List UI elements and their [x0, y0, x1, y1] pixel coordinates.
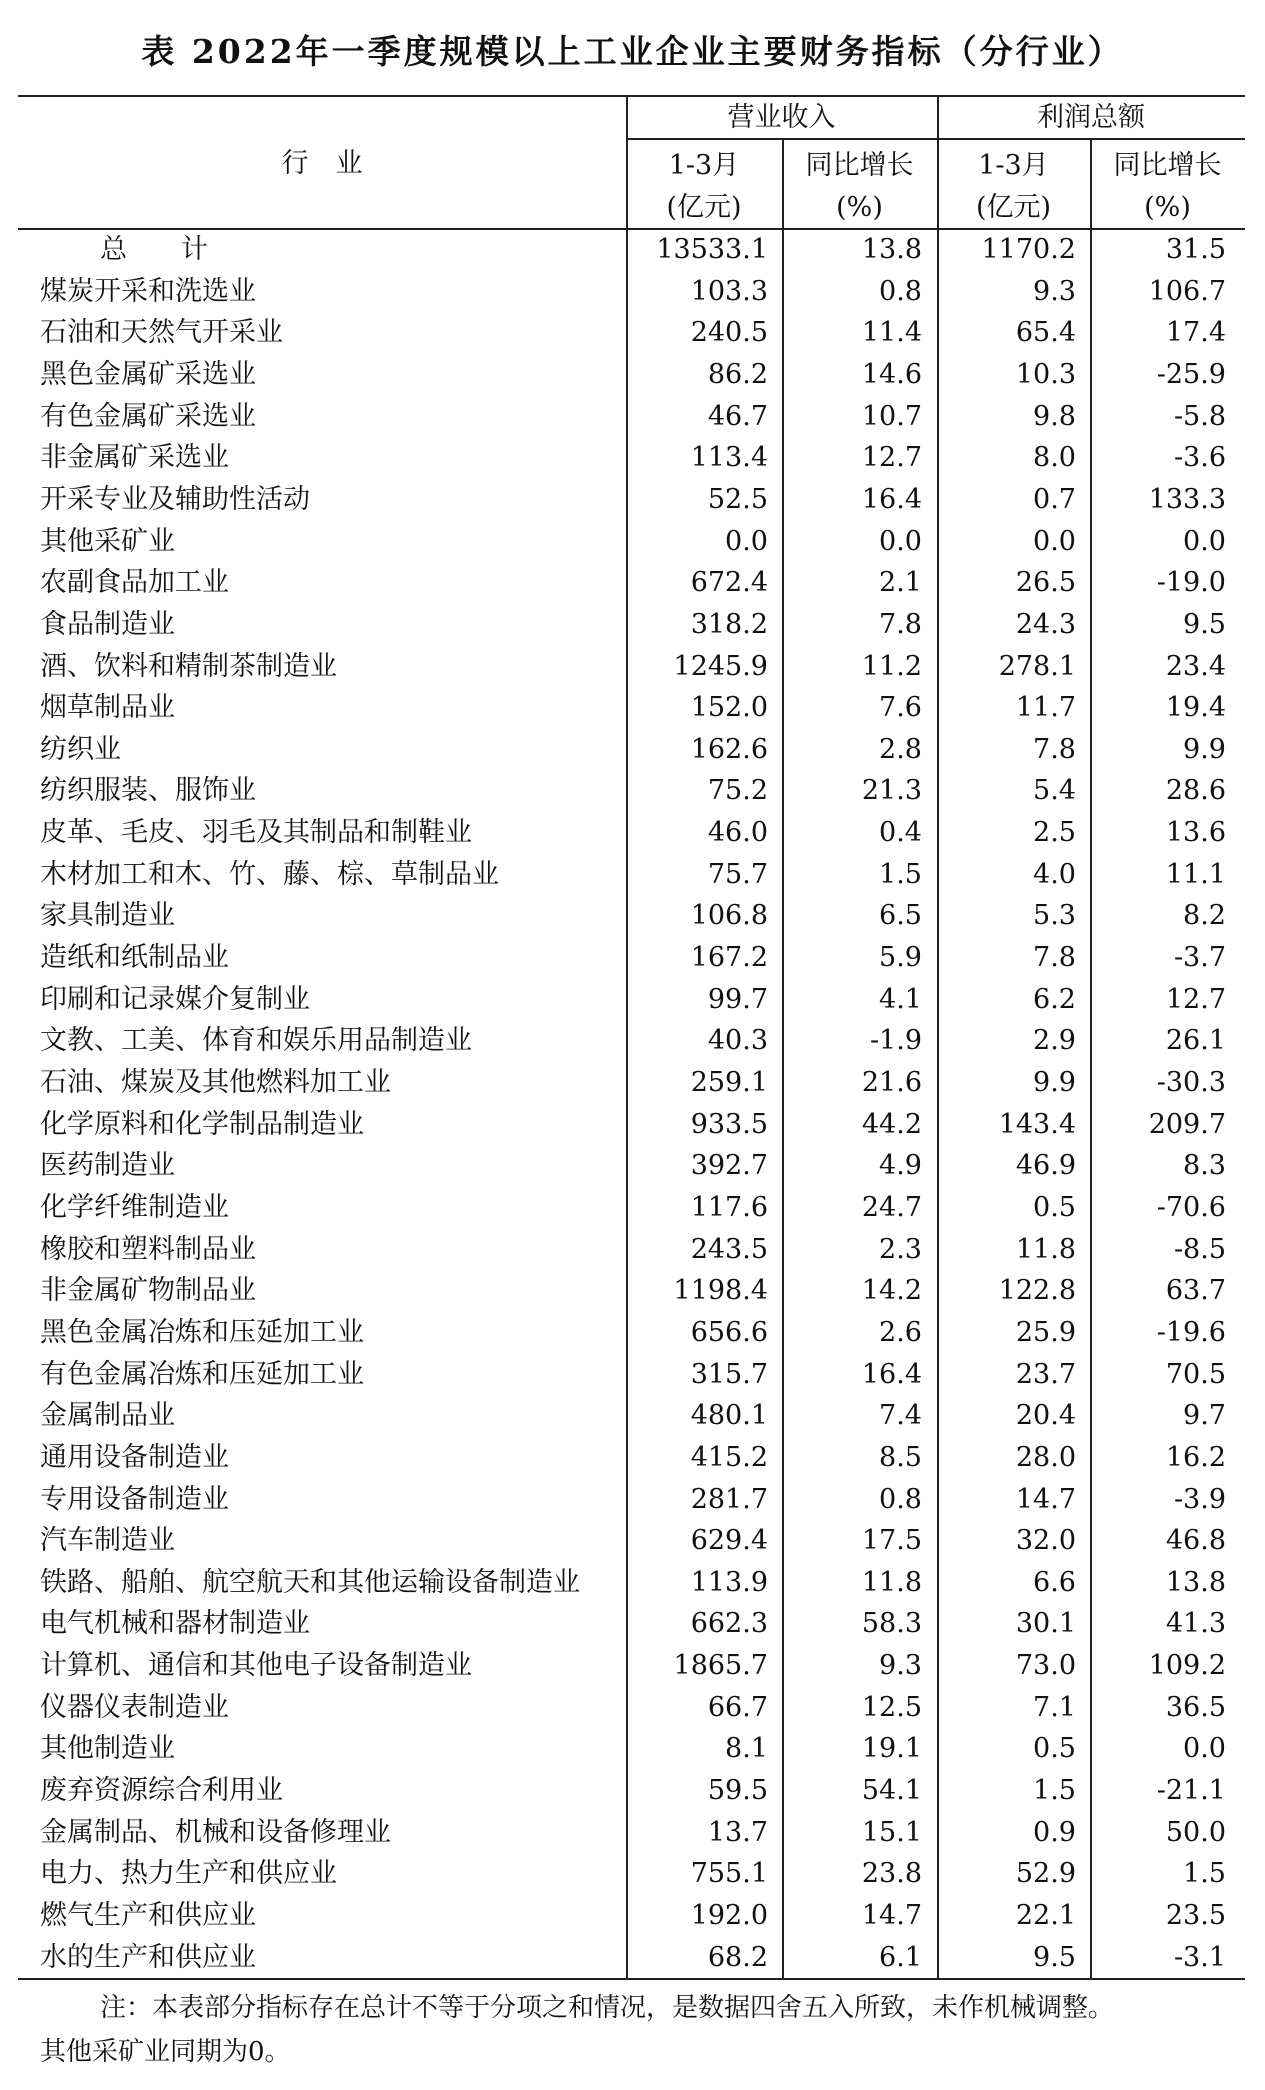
cell-revenue-growth: 12.7: [861, 442, 922, 474]
cell-industry: 废弃资源综合利用业: [40, 1775, 283, 1807]
cell-industry: 化学纤维制造业: [40, 1191, 229, 1223]
header-profit-pct: (%): [1144, 192, 1191, 223]
cell-industry: 其他制造业: [40, 1733, 175, 1765]
cell-profit-growth: 0.0: [1183, 1733, 1226, 1765]
cell-revenue: 86.2: [707, 358, 768, 390]
cell-industry: 文教、工美、体育和娱乐用品制造业: [40, 1025, 472, 1057]
cell-revenue-growth: 23.8: [861, 1858, 922, 1890]
cell-profit-growth: 0.0: [1183, 525, 1226, 557]
cell-profit: 22.1: [1015, 1900, 1076, 1931]
cell-profit-growth: -3.7: [1173, 942, 1226, 974]
cell-revenue-growth: 5.9: [879, 942, 922, 974]
cell-revenue-growth: 44.2: [861, 1108, 922, 1140]
cell-industry: 总 计: [100, 234, 208, 265]
cell-profit: 11.7: [1015, 692, 1076, 724]
cell-profit-growth: 50.0: [1165, 1816, 1226, 1848]
cell-industry: 橡胶和塑料制品业: [40, 1233, 256, 1265]
cell-profit-growth: 23.4: [1165, 650, 1226, 682]
cell-profit-growth: 16.2: [1165, 1441, 1226, 1473]
bottom-rule: [18, 1978, 1245, 1980]
cell-revenue-growth: 14.2: [861, 1275, 922, 1307]
cell-profit-growth: 13.6: [1165, 817, 1226, 849]
cell-revenue: 243.5: [690, 1233, 768, 1265]
cell-revenue-growth: 17.5: [861, 1525, 922, 1557]
cell-profit: 25.9: [1015, 1316, 1076, 1348]
cell-profit-growth: 8.2: [1183, 900, 1226, 932]
cell-profit: 6.2: [1033, 983, 1076, 1015]
cell-revenue-growth: 9.3: [879, 1650, 922, 1682]
cell-revenue: 52.5: [707, 483, 768, 515]
cell-profit: 7.8: [1033, 733, 1076, 765]
cell-profit-growth: 19.4: [1165, 692, 1226, 724]
cell-profit: 9.9: [1033, 1067, 1076, 1098]
cell-industry: 计算机、通信和其他电子设备制造业: [40, 1650, 472, 1682]
cell-revenue: 662.3: [690, 1608, 768, 1640]
cell-profit: 5.4: [1033, 775, 1076, 807]
col-divider-profit: [937, 96, 939, 1979]
cell-profit-growth: 9.5: [1183, 608, 1226, 640]
cell-industry: 木材加工和木、竹、藤、棕、草制品业: [40, 858, 499, 890]
cell-industry: 有色金属冶炼和压延加工业: [40, 1358, 364, 1390]
footnote-line-2: 其他采矿业同期为0。: [40, 2037, 291, 2067]
cell-revenue: 415.2: [690, 1441, 768, 1473]
cell-profit: 28.0: [1015, 1441, 1076, 1473]
cell-profit-growth: -8.5: [1173, 1233, 1226, 1265]
cell-revenue: 259.1: [690, 1067, 768, 1098]
cell-revenue: 75.2: [707, 775, 768, 807]
cell-industry: 纺织服装、服饰业: [40, 775, 256, 807]
header-revenue-group: 营业收入: [727, 102, 836, 133]
cell-profit-growth: 17.4: [1165, 317, 1226, 349]
cell-industry: 燃气生产和供应业: [40, 1900, 256, 1931]
cell-revenue: 113.4: [690, 442, 768, 474]
cell-profit: 14.7: [1015, 1483, 1076, 1515]
cell-profit: 30.1: [1015, 1608, 1076, 1640]
cell-profit-growth: 8.3: [1183, 1150, 1226, 1182]
cell-profit: 20.4: [1015, 1400, 1076, 1432]
cell-revenue: 192.0: [690, 1900, 768, 1931]
header-rev-period: 1-3月: [668, 150, 740, 181]
cell-profit: 0.7: [1033, 483, 1076, 515]
cell-revenue-growth: 54.1: [861, 1775, 922, 1807]
cell-profit: 143.4: [998, 1108, 1076, 1140]
cell-profit-growth: 41.3: [1165, 1608, 1226, 1640]
cell-revenue: 103.3: [690, 275, 768, 307]
cell-profit: 6.6: [1033, 1566, 1076, 1598]
cell-profit-growth: 106.7: [1148, 275, 1226, 307]
cell-revenue: 152.0: [690, 692, 768, 724]
cell-profit: 9.3: [1033, 275, 1076, 307]
cell-industry: 仪器仪表制造业: [40, 1691, 229, 1723]
cell-industry: 石油和天然气开采业: [40, 317, 283, 349]
cell-profit: 0.5: [1033, 1733, 1076, 1765]
cell-profit-growth: 9.7: [1183, 1400, 1226, 1432]
cell-revenue: 167.2: [690, 942, 768, 974]
cell-revenue: 106.8: [690, 900, 768, 932]
cell-industry: 造纸和纸制品业: [40, 942, 229, 974]
cell-profit: 2.9: [1033, 1025, 1076, 1057]
cell-revenue: 480.1: [690, 1400, 768, 1432]
cell-profit: 11.8: [1015, 1233, 1076, 1265]
cell-revenue-growth: 2.3: [879, 1233, 922, 1265]
cell-profit: 9.8: [1033, 400, 1076, 432]
cell-profit: 278.1: [998, 650, 1076, 682]
cell-revenue-growth: 7.4: [879, 1400, 922, 1432]
col-divider-industry: [626, 96, 628, 1979]
cell-profit: 32.0: [1015, 1525, 1076, 1557]
cell-revenue: 1865.7: [673, 1650, 768, 1682]
cell-revenue: 1198.4: [673, 1275, 768, 1307]
cell-industry: 食品制造业: [40, 608, 175, 640]
cell-revenue: 68.2: [707, 1941, 768, 1973]
cell-revenue-growth: 11.2: [861, 650, 922, 682]
cell-industry: 通用设备制造业: [40, 1441, 229, 1473]
cell-profit: 0.0: [1033, 525, 1076, 557]
cell-profit: 52.9: [1015, 1858, 1076, 1890]
cell-revenue-growth: 10.7: [861, 400, 922, 432]
cell-revenue-growth: 19.1: [861, 1733, 922, 1765]
cell-industry: 开采专业及辅助性活动: [40, 483, 310, 515]
cell-revenue-growth: 1.5: [879, 858, 922, 890]
cell-revenue-growth: 15.1: [861, 1816, 922, 1848]
cell-industry: 非金属矿物制品业: [40, 1275, 256, 1307]
cell-industry: 皮革、毛皮、羽毛及其制品和制鞋业: [40, 817, 472, 849]
cell-revenue-growth: 2.1: [879, 567, 922, 599]
cell-profit-growth: 12.7: [1165, 983, 1226, 1015]
header-profit-unit: (亿元): [975, 192, 1052, 223]
cell-revenue-growth: 13.8: [861, 234, 922, 265]
group-rule: [626, 138, 1245, 140]
cell-industry: 农副食品加工业: [40, 567, 229, 599]
col-divider-rev-growth: [782, 138, 784, 1979]
cell-revenue-growth: 4.9: [879, 1150, 922, 1182]
cell-revenue-growth: 11.8: [861, 1566, 922, 1598]
cell-revenue-growth: 12.5: [861, 1691, 922, 1723]
cell-profit-growth: 11.1: [1165, 858, 1226, 890]
cell-industry: 铁路、船舶、航空航天和其他运输设备制造业: [40, 1566, 580, 1598]
cell-profit-growth: 9.9: [1183, 733, 1226, 765]
header-industry: 行 业: [281, 148, 363, 179]
cell-revenue-growth: 0.8: [879, 275, 922, 307]
cell-revenue-growth: 8.5: [879, 1441, 922, 1473]
cell-profit-growth: -3.1: [1173, 1941, 1226, 1973]
header-rev-yoy: 同比增长: [805, 150, 914, 181]
cell-profit: 73.0: [1015, 1650, 1076, 1682]
cell-revenue-growth: 6.5: [879, 900, 922, 932]
cell-profit: 0.5: [1033, 1191, 1076, 1223]
cell-profit: 9.5: [1033, 1941, 1076, 1973]
cell-revenue: 99.7: [707, 983, 768, 1015]
col-divider-profit-growth: [1090, 138, 1092, 1979]
cell-profit: 46.9: [1015, 1150, 1076, 1182]
cell-revenue: 656.6: [690, 1316, 768, 1348]
cell-revenue: 113.9: [690, 1566, 768, 1598]
cell-profit: 65.4: [1015, 317, 1076, 349]
cell-revenue: 75.7: [707, 858, 768, 890]
cell-revenue: 46.7: [707, 400, 768, 432]
footnote-line-1: 注：本表部分指标存在总计不等于分项之和情况，是数据四舍五入所致，未作机械调整。: [100, 1993, 1115, 2023]
cell-revenue: 117.6: [690, 1191, 768, 1223]
cell-industry: 水的生产和供应业: [40, 1941, 256, 1973]
cell-profit: 1.5: [1033, 1775, 1076, 1807]
cell-industry: 烟草制品业: [40, 692, 175, 724]
cell-industry: 纺织业: [40, 733, 121, 765]
cell-profit: 5.3: [1033, 900, 1076, 932]
cell-revenue: 240.5: [690, 317, 768, 349]
cell-revenue-growth: 7.6: [879, 692, 922, 724]
table-title: 表 2022年一季度规模以上工业企业主要财务指标（分行业）: [141, 32, 1124, 71]
cell-profit: 7.1: [1033, 1691, 1076, 1723]
cell-revenue: 318.2: [690, 608, 768, 640]
cell-revenue-growth: 16.4: [861, 1358, 922, 1390]
cell-revenue-growth: 4.1: [879, 983, 922, 1015]
cell-revenue: 59.5: [707, 1775, 768, 1807]
cell-profit-growth: -30.3: [1156, 1067, 1226, 1098]
cell-industry: 石油、煤炭及其他燃料加工业: [40, 1067, 391, 1098]
cell-profit: 24.3: [1015, 608, 1076, 640]
cell-profit: 1170.2: [981, 234, 1076, 265]
cell-profit-growth: 1.5: [1183, 1858, 1226, 1890]
cell-industry: 专用设备制造业: [40, 1483, 229, 1515]
cell-profit-growth: 31.5: [1165, 234, 1226, 265]
header-rev-unit: (亿元): [666, 192, 742, 223]
cell-profit: 7.8: [1033, 942, 1076, 974]
cell-industry: 有色金属矿采选业: [40, 400, 256, 432]
cell-profit-growth: 46.8: [1165, 1525, 1226, 1557]
cell-profit-growth: 28.6: [1165, 775, 1226, 807]
cell-revenue-growth: 6.1: [879, 1941, 922, 1973]
cell-profit-growth: -70.6: [1156, 1191, 1226, 1223]
cell-revenue-growth: 16.4: [861, 483, 922, 515]
cell-revenue-growth: 2.6: [879, 1316, 922, 1348]
cell-profit: 23.7: [1015, 1358, 1076, 1390]
cell-revenue: 0.0: [725, 525, 768, 557]
cell-profit-growth: 36.5: [1165, 1691, 1226, 1723]
cell-revenue: 1245.9: [673, 650, 768, 682]
cell-industry: 黑色金属矿采选业: [40, 358, 256, 390]
header-rev-pct: (%): [836, 192, 883, 223]
cell-revenue-growth: 24.7: [861, 1191, 922, 1223]
cell-industry: 印刷和记录媒介复制业: [40, 983, 310, 1015]
cell-revenue-growth: 58.3: [861, 1608, 922, 1640]
cell-profit: 122.8: [998, 1275, 1076, 1307]
cell-revenue-growth: 14.7: [861, 1900, 922, 1931]
cell-profit: 10.3: [1015, 358, 1076, 390]
cell-profit-growth: 23.5: [1165, 1900, 1226, 1931]
cell-profit-growth: 13.8: [1165, 1566, 1226, 1598]
cell-profit-growth: 70.5: [1165, 1358, 1226, 1390]
cell-industry: 金属制品、机械和设备修理业: [40, 1816, 391, 1848]
cell-industry: 医药制造业: [40, 1150, 175, 1182]
cell-profit-growth: -21.1: [1156, 1775, 1226, 1807]
cell-industry: 黑色金属冶炼和压延加工业: [40, 1316, 364, 1348]
cell-revenue: 66.7: [707, 1691, 768, 1723]
cell-revenue: 13533.1: [656, 234, 768, 265]
cell-profit-growth: -5.8: [1173, 400, 1226, 432]
cell-industry: 家具制造业: [40, 900, 175, 932]
cell-profit: 2.5: [1033, 817, 1076, 849]
cell-revenue-growth: -1.9: [869, 1025, 922, 1057]
cell-revenue: 8.1: [725, 1733, 768, 1765]
cell-revenue-growth: 0.8: [879, 1483, 922, 1515]
cell-profit-growth: 63.7: [1165, 1275, 1226, 1307]
cell-industry: 化学原料和化学制品制造业: [40, 1108, 364, 1140]
cell-industry: 酒、饮料和精制茶制造业: [40, 650, 337, 682]
cell-profit-growth: 209.7: [1148, 1108, 1226, 1140]
cell-revenue: 315.7: [690, 1358, 768, 1390]
cell-revenue: 672.4: [690, 567, 768, 599]
cell-profit: 4.0: [1033, 858, 1076, 890]
cell-profit: 0.9: [1033, 1816, 1076, 1848]
cell-revenue: 755.1: [690, 1858, 768, 1890]
cell-revenue-growth: 21.6: [861, 1067, 922, 1098]
cell-industry: 汽车制造业: [40, 1525, 175, 1557]
cell-profit-growth: -19.6: [1156, 1316, 1226, 1348]
cell-revenue: 392.7: [690, 1150, 768, 1182]
cell-revenue: 40.3: [707, 1025, 768, 1057]
cell-industry: 非金属矿采选业: [40, 442, 229, 474]
cell-revenue: 281.7: [690, 1483, 768, 1515]
cell-industry: 其他采矿业: [40, 525, 175, 557]
cell-industry: 电气机械和器材制造业: [40, 1608, 310, 1640]
header-profit-period: 1-3月: [978, 150, 1049, 181]
cell-profit-growth: -3.6: [1173, 442, 1226, 474]
cell-profit-growth: 133.3: [1148, 483, 1226, 515]
cell-revenue: 13.7: [707, 1816, 768, 1848]
cell-industry: 金属制品业: [40, 1400, 175, 1432]
cell-profit: 26.5: [1015, 567, 1076, 599]
top-rule: [18, 95, 1245, 97]
cell-revenue-growth: 7.8: [879, 608, 922, 640]
cell-revenue-growth: 14.6: [861, 358, 922, 390]
cell-profit-growth: 26.1: [1165, 1025, 1226, 1057]
cell-revenue-growth: 0.4: [879, 817, 922, 849]
cell-revenue-growth: 11.4: [861, 317, 922, 349]
cell-revenue-growth: 2.8: [879, 733, 922, 765]
header-profit-yoy: 同比增长: [1113, 150, 1222, 181]
cell-revenue: 933.5: [690, 1108, 768, 1140]
cell-industry: 电力、热力生产和供应业: [40, 1858, 337, 1890]
cell-profit-growth: -3.9: [1173, 1483, 1226, 1515]
header-profit-group: 利润总额: [1037, 102, 1145, 133]
cell-revenue: 162.6: [690, 733, 768, 765]
cell-profit-growth: -19.0: [1156, 567, 1226, 599]
cell-profit: 8.0: [1033, 442, 1076, 474]
cell-industry: 煤炭开采和洗选业: [40, 275, 256, 307]
cell-revenue: 629.4: [690, 1525, 768, 1557]
cell-revenue-growth: 21.3: [861, 775, 922, 807]
cell-revenue-growth: 0.0: [879, 525, 922, 557]
cell-profit-growth: 109.2: [1148, 1650, 1226, 1682]
cell-revenue: 46.0: [707, 817, 768, 849]
cell-profit-growth: -25.9: [1156, 358, 1226, 390]
